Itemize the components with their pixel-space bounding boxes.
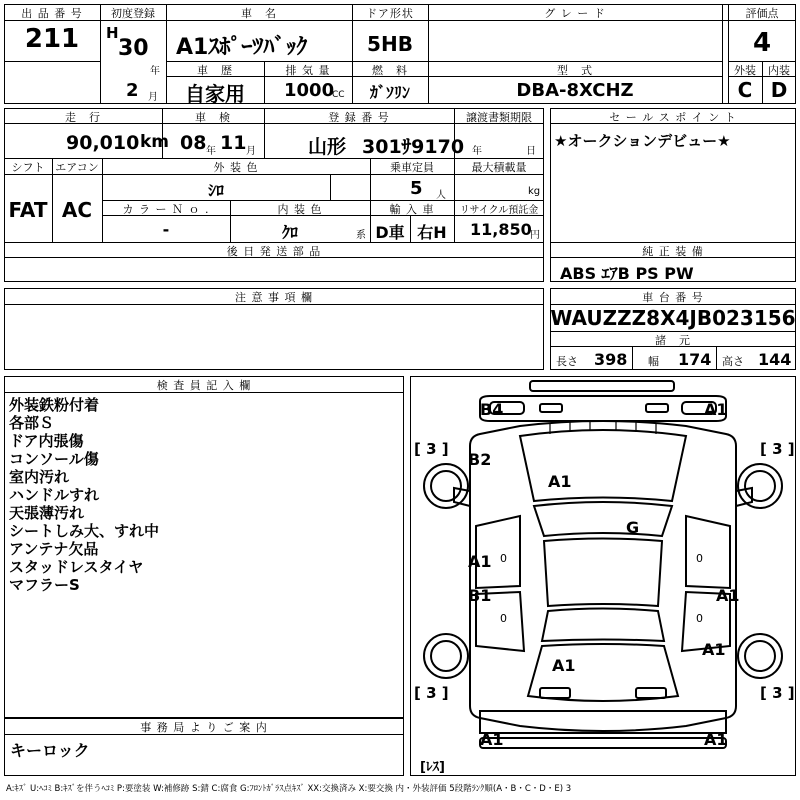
inspector-label: 検 査 員 記 入 欄 <box>156 379 252 392</box>
fuel: ｶﾞｿﾘﾝ <box>369 83 410 102</box>
mileage-label: 走 行 <box>65 111 101 124</box>
shaken-month: 11 <box>220 132 247 154</box>
transfer-year: 年 <box>472 146 482 157</box>
zero-mark: 0 <box>696 612 703 625</box>
tire-rear-right: [ 3 ] <box>760 684 795 702</box>
note-item: マフラーS <box>9 576 80 594</box>
history: 自家用 <box>185 82 245 106</box>
reg-number: 301ｻ9170 <box>362 136 465 158</box>
recycle-label: リサイクル預託金 <box>459 205 539 216</box>
note-item: アンテナ欠品 <box>9 540 99 558</box>
after-parts-label: 後 日 発 送 部 品 <box>226 245 322 258</box>
equipment-label: 純 正 装 備 <box>642 245 704 258</box>
shaken-year: 08 <box>180 132 207 154</box>
chassis-number: WAUZZZ8X4JB023156 <box>550 306 796 330</box>
interior-label: 内装 <box>768 64 790 77</box>
capacity-label: 乗車定員 <box>390 161 434 174</box>
shift: FAT <box>8 198 48 222</box>
mark-front-left: B4 <box>480 400 504 419</box>
grade-label: グ レ ー ド <box>544 7 606 20</box>
office-label: 事 務 局 よ り ご 案 内 <box>140 721 268 734</box>
tire-front-left: [ 3 ] <box>414 440 449 458</box>
legend: A:ｷｽﾞ U:ﾍｺﾐ B:ｷｽﾞを伴うﾍｺﾐ P:要塗装 W:補修跡 S:錆 C:腐食 G:ﾌﾛﾝﾄｶﾞﾗｽ点ｷｽﾞ XX:交換済み X:要交換 内・外装評価 5段階ﾗﾝｸ順(A・B・C・D・E) 3 <box>6 784 572 794</box>
sales-point-label: セ ー ル ス ポ イ ン ト <box>609 111 737 124</box>
year: 30 <box>118 36 149 61</box>
door-type: 5HB <box>367 32 413 56</box>
height: 144 <box>758 350 792 369</box>
door-label: ドア形状 <box>366 7 414 20</box>
mark-door-rr: A1 <box>716 586 740 605</box>
color-label: 外 装 色 <box>213 161 259 174</box>
exterior-grade: C <box>737 78 753 102</box>
import-type: D車 <box>375 223 405 242</box>
note-item: 天張薄汚れ <box>9 504 85 522</box>
displacement: 1000 <box>284 80 335 101</box>
height-label: 高さ <box>722 355 744 368</box>
width: 174 <box>678 350 712 369</box>
score: 4 <box>752 28 772 58</box>
max-load-unit: kg <box>528 186 541 197</box>
note-item: ドア内張傷 <box>9 432 84 450</box>
office-notice: キーロック <box>10 741 90 760</box>
tire-front-right: [ 3 ] <box>760 440 795 458</box>
note-item: 外装鉄粉付着 <box>9 396 100 414</box>
note-item: シートしみ大、すれ中 <box>9 522 160 540</box>
month: 2 <box>126 80 139 101</box>
chassis-label: 車 台 番 号 <box>642 291 704 304</box>
note-item: 各部Ｓ <box>9 414 55 432</box>
mark-quarter-right: A1 <box>702 640 726 659</box>
lot-no-label: 出 品 番 号 <box>21 7 83 20</box>
equipment: ABS ｴｱB PS PW <box>560 264 694 283</box>
spare-tire: [ﾚｽ] <box>420 760 445 775</box>
mileage-unit: km <box>140 132 170 152</box>
shaken-label: 車 検 <box>195 111 231 124</box>
reg-area: 山形 <box>308 136 347 158</box>
caution-label: 注 意 事 項 欄 <box>235 291 313 304</box>
int-color-unit: 系 <box>356 230 366 241</box>
int-color-label: 内 装 色 <box>277 203 323 216</box>
int-color: ｸﾛ <box>281 223 298 242</box>
capacity-unit: 人 <box>436 190 446 201</box>
mark-trunk: A1 <box>552 656 576 675</box>
transfer-day: 日 <box>526 146 536 157</box>
history-label: 車 歴 <box>197 64 233 77</box>
transfer-label: 譲渡書類期限 <box>466 111 532 124</box>
model: DBA-8XCHZ <box>516 80 634 101</box>
length: 398 <box>594 350 628 369</box>
interior-grade: D <box>770 78 788 102</box>
color-no: - <box>162 220 170 239</box>
month-unit: 月 <box>148 92 158 103</box>
model-label: 型 式 <box>557 64 593 77</box>
color-no-label: カ ラ ー Ｎ ｏ . <box>122 203 210 216</box>
mark-fender-left: B2 <box>468 450 492 469</box>
mark-door-fl: A1 <box>468 552 492 571</box>
lot-no: 211 <box>24 24 80 54</box>
capacity: 5 <box>410 178 423 199</box>
year-unit: 年 <box>150 66 160 77</box>
zero-mark: 0 <box>696 552 703 565</box>
score-label: 評価点 <box>745 7 779 20</box>
displacement-label: 排 気 量 <box>285 64 331 77</box>
mark-hood: A1 <box>548 472 572 491</box>
inspector-notes <box>9 396 159 594</box>
tire-rear-left: [ 3 ] <box>414 684 449 702</box>
mileage: 90,010 <box>66 132 140 154</box>
note-item: ハンドルすれ <box>9 486 100 504</box>
shaken-gatsu: 月 <box>246 146 256 157</box>
recycle-unit: 円 <box>530 230 540 241</box>
steering-side: 右H <box>417 223 447 242</box>
note-item: 室内汚れ <box>9 468 70 486</box>
aircon-label: エアコン <box>55 161 99 174</box>
width-label: 幅 <box>648 355 659 368</box>
shaken-nen: 年 <box>206 146 216 157</box>
fuel-label: 燃 料 <box>372 64 408 77</box>
first-reg-label: 初度登録 <box>111 7 155 20</box>
body-color: ｼﾛ <box>207 181 224 200</box>
era: H <box>106 24 119 42</box>
car-diagram <box>410 376 796 776</box>
mark-rear-right: A1 <box>704 730 728 749</box>
cc-unit: CC <box>332 90 345 100</box>
dimensions-label: 諸 元 <box>655 334 691 347</box>
recycle-fee: 11,850 <box>470 220 532 239</box>
mark-rear-left: A1 <box>480 730 504 749</box>
reg-no-label: 登 録 番 号 <box>328 111 390 124</box>
import-label: 輸 入 車 <box>389 203 435 216</box>
mark-door-rl: B1 <box>468 586 492 605</box>
mark-roof: G <box>626 518 640 537</box>
car-name-label: 車 名 <box>241 7 277 20</box>
note-item: コンソール傷 <box>9 450 99 468</box>
zero-mark: 0 <box>500 552 507 565</box>
zero-mark: 0 <box>500 612 507 625</box>
exterior-label: 外装 <box>734 64 756 77</box>
length-label: 長さ <box>556 355 578 368</box>
car-name: A1ｽﾎﾟｰﾂﾊﾞｯｸ <box>176 35 308 60</box>
aircon: AC <box>61 198 93 222</box>
mark-front-right: A1 <box>704 400 728 419</box>
shift-label: シフト <box>11 161 45 174</box>
note-item: スタッドレスタイヤ <box>9 558 144 576</box>
max-load-label: 最大積載量 <box>471 161 527 174</box>
sales-point: ★オークションデビュー★ <box>554 132 731 150</box>
